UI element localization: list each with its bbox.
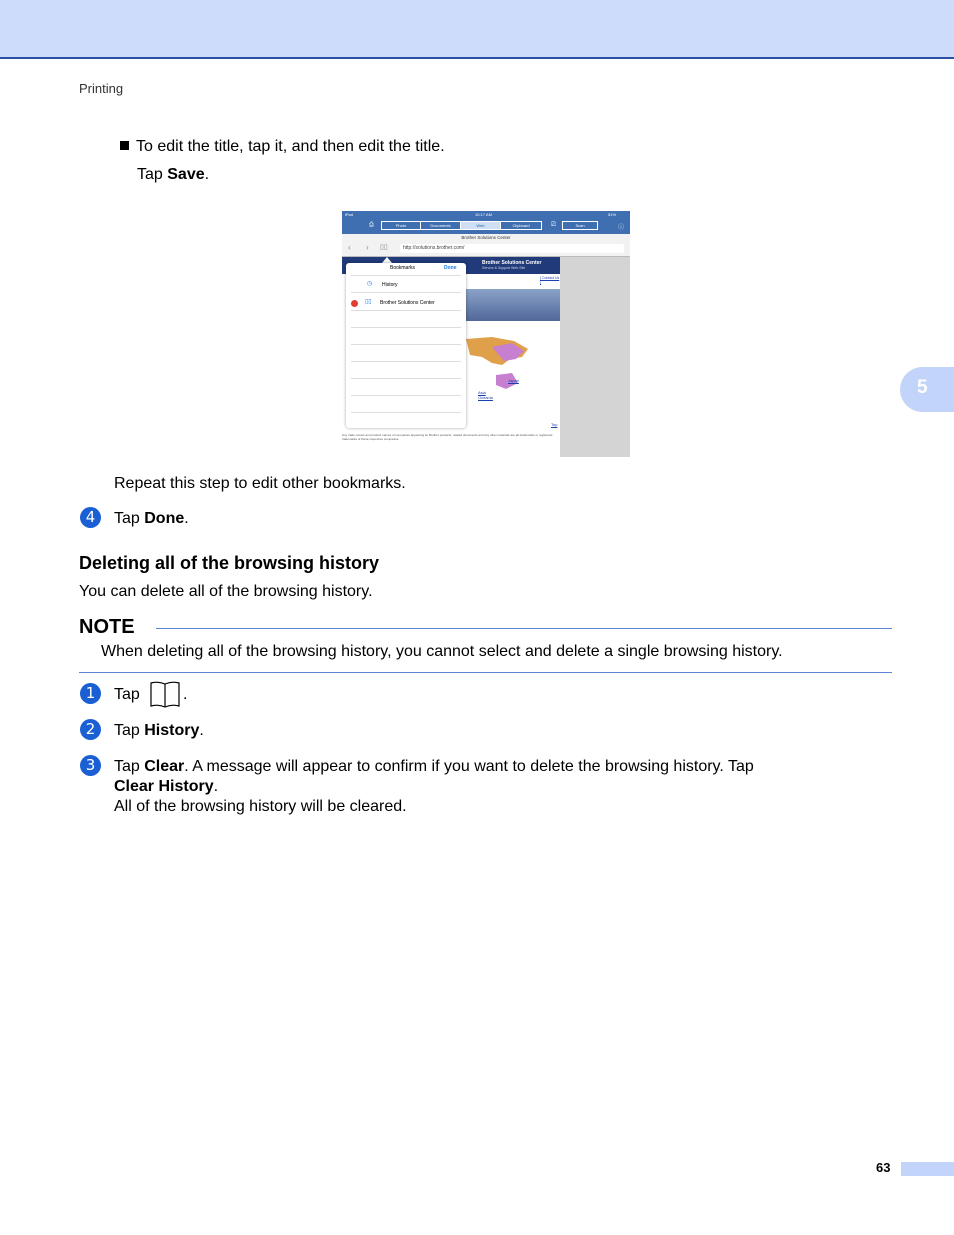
- section-heading: Deleting all of the browsing history: [79, 553, 380, 573]
- step-3-suffix: .: [213, 778, 219, 795]
- step-2-suffix: .: [199, 722, 204, 739]
- step-3-prefix: Tap: [114, 758, 145, 775]
- status-battery: 51%: [608, 212, 617, 217]
- clear-label: Clear: [144, 758, 185, 775]
- popover-item-brother: Brother Solutions Center: [380, 300, 435, 306]
- page-title: Brother Solutions Center: [342, 234, 630, 242]
- header-band: [0, 0, 954, 59]
- bookmarks-icon: ▯▯: [380, 244, 388, 251]
- back-icon: ‹: [348, 243, 351, 252]
- note-bottom-rule: [79, 672, 892, 673]
- step-3-line3: All of the browsing history will be cleared.: [114, 798, 407, 815]
- step-4-prefix: Tap: [114, 510, 145, 527]
- world-map-image: [462, 335, 530, 391]
- step-1-prefix: Tap: [114, 686, 140, 703]
- step-number-2: 2: [80, 719, 101, 740]
- step-3-line1: [114, 758, 754, 776]
- segment-photo: Photo: [381, 221, 421, 230]
- printer-icon: ⎙: [369, 222, 374, 228]
- step-3-line2: [114, 778, 218, 796]
- intro-text: You can delete all of the browsing history.: [79, 583, 373, 600]
- contact-link: [ Contact Us ]: [540, 276, 560, 284]
- note-text: When deleting all of the browsing history, you cannot select and delete a single browsing history.: [101, 643, 783, 660]
- map-link-japan: Japan: [508, 378, 519, 383]
- done-label: Done: [144, 510, 185, 527]
- scan-button: Scan: [562, 221, 598, 230]
- row-divider: [351, 327, 461, 328]
- step-3-middle: . A message will appear to confirm if you want to delete the browsing history. Tap: [184, 758, 754, 775]
- step-number-1: 1: [80, 683, 101, 704]
- row-divider: [351, 412, 461, 413]
- segment-documents: Documents: [420, 221, 461, 230]
- row-divider: [351, 275, 461, 276]
- segment-clipboard: Clipboard: [500, 221, 542, 230]
- row-divider: [351, 292, 461, 293]
- tap-save-instruction: [137, 166, 209, 184]
- step-4-suffix: .: [184, 510, 189, 527]
- map-link-oceania: Oceania: [478, 395, 493, 400]
- forward-icon: ›: [366, 243, 369, 252]
- book-icon: ▯▯: [365, 299, 372, 305]
- tap-save-suffix: .: [204, 166, 210, 183]
- popover-title: Bookmarks: [390, 265, 416, 271]
- footer-bar: [901, 1162, 954, 1176]
- note-top-rule: [156, 628, 892, 629]
- status-time: 10:17 AM: [475, 212, 492, 217]
- clear-history-label: Clear History: [114, 778, 214, 795]
- map-link-asia: Asia: [478, 390, 486, 395]
- delete-icon: [351, 300, 358, 307]
- repeat-text: Repeat this step to edit other bookmarks.: [114, 475, 406, 492]
- status-device: iPad: [345, 212, 354, 217]
- step-2-text: [114, 722, 204, 740]
- popover-done: Done: [444, 265, 457, 271]
- step-2-prefix: Tap: [114, 722, 145, 739]
- bookmarks-screenshot: [342, 211, 630, 457]
- step-number-4: 4: [80, 507, 101, 528]
- segment-web: Web: [460, 221, 501, 230]
- row-divider: [351, 395, 461, 396]
- square-bullet-icon: [120, 141, 129, 150]
- top-link: Top: [551, 422, 558, 427]
- tap-save-prefix: Tap: [137, 166, 168, 183]
- history-clock-icon: ◷: [367, 281, 373, 287]
- bookmarks-popover: [346, 263, 466, 428]
- product-photo: [462, 289, 560, 321]
- row-divider: [351, 344, 461, 345]
- popover-item-history: History: [382, 282, 398, 288]
- chapter-number: 5: [917, 377, 928, 398]
- step-4-text: [114, 510, 189, 528]
- info-icon: ⓘ: [618, 225, 625, 231]
- bullet-text: To edit the title, tap it, and then edit the title.: [136, 138, 445, 155]
- row-divider: [351, 361, 461, 362]
- banner-subtitle: Service & Support Web Site: [482, 266, 526, 270]
- bookmarks-book-icon: [149, 681, 181, 709]
- url-field: http://solutions.brother.com/: [400, 244, 624, 253]
- save-label: Save: [167, 166, 205, 183]
- bullet-item: [120, 138, 445, 156]
- note-heading: NOTE: [79, 616, 135, 638]
- page-number: 63: [876, 1160, 891, 1175]
- scanner-icon: ⎚: [551, 222, 556, 228]
- step-1-suffix: .: [183, 686, 188, 703]
- row-divider: [351, 310, 461, 311]
- step-number-3: 3: [80, 755, 101, 776]
- running-title: Printing: [79, 81, 124, 96]
- banner-title: Brother Solutions Center: [482, 260, 542, 266]
- chapter-tab: [900, 367, 954, 412]
- footer-disclaimer: Any trade names and product names of companies appearing on Brother products, related documents and any other materials are all trademarks or registered trademarks of those respective companies.: [342, 433, 553, 441]
- row-divider: [351, 378, 461, 379]
- history-label: History: [144, 722, 200, 739]
